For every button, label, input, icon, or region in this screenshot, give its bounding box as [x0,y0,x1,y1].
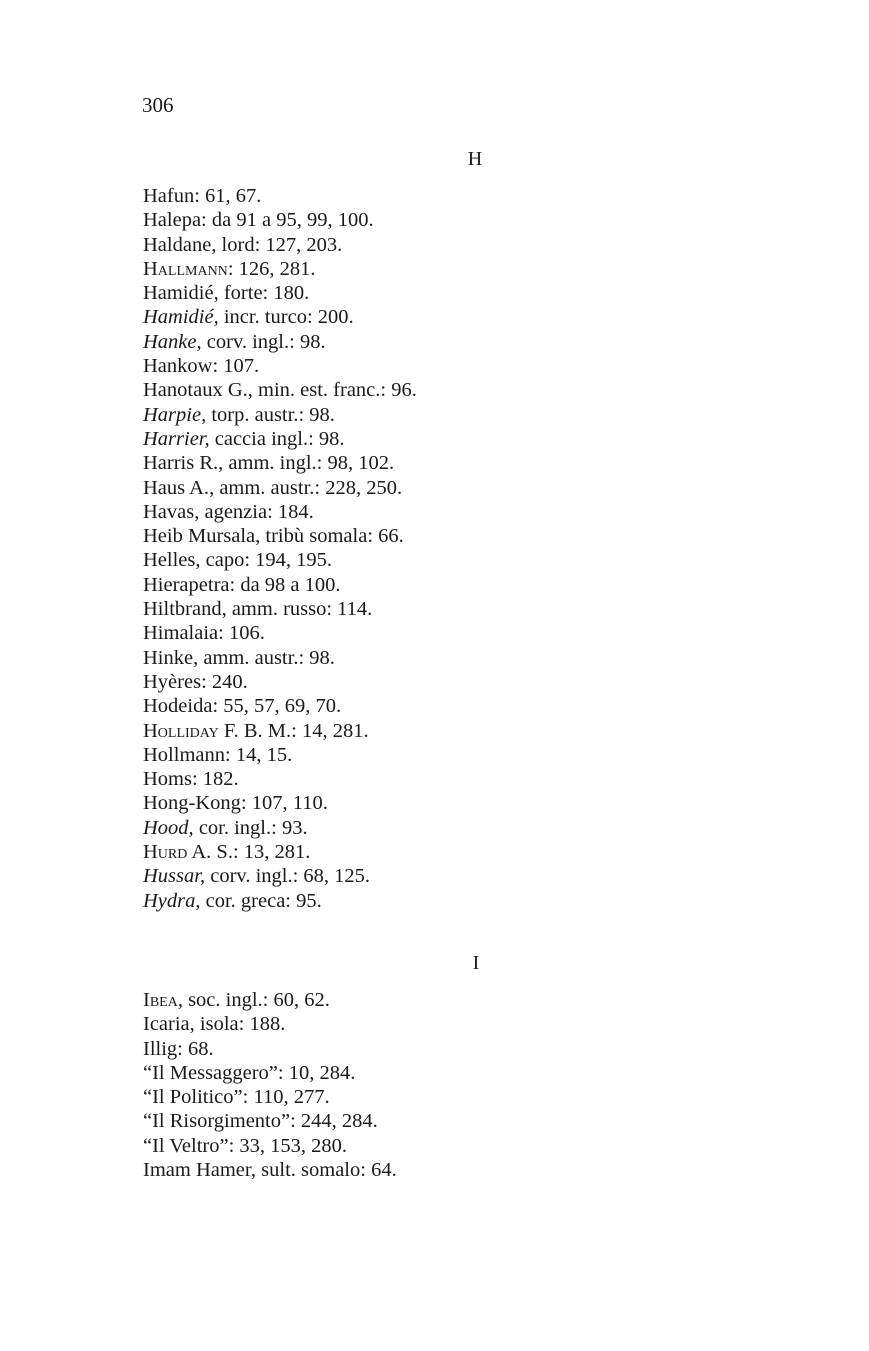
section-heading-i: I [472,952,480,974]
index-entry-head: Halepa [143,209,202,232]
index-entry [143,840,417,864]
index-entry-locators: A. S.: 13, 281. [187,841,311,864]
index-entry-locators: caccia ingl.: 98. [209,427,345,450]
index-entry-head: Hodeida [143,695,213,718]
index-entry-head: Heib Mursala [143,525,256,548]
index-entry-head: Harrier, [143,427,210,450]
index-entry-head: Hyères [143,670,202,693]
index-entry [143,621,417,645]
index-entry-locators: : 107. [212,355,260,378]
index-entry [143,403,417,427]
index-entry-locators: : 10, 284. [277,1061,356,1084]
index-entry [143,451,417,475]
index-entry-head: Hong-Kong [143,792,241,815]
index-entry [143,767,417,791]
index-entry-locators: : 126, 281. [227,257,316,280]
index-entry-locators: , amm. russo: 114. [221,598,373,621]
index-entry-head: Illig [143,1037,178,1060]
index-entry [143,427,417,451]
index-entry [143,500,417,524]
index-entry-head: Hollmann [143,743,225,766]
index-entry-locators: : 68. [177,1037,214,1060]
index-entry-head: Hood, [143,816,194,839]
index-entry-locators: corv. ingl.: 68, 125. [205,865,371,888]
index-entry-locators: : 240. [201,670,248,693]
index-entry [143,548,417,572]
index-entry-head: Himalaia [143,622,219,645]
index-entry [143,184,417,208]
index-entry [143,524,417,548]
index-entry [143,1085,397,1109]
index-entry-head: Holliday [143,719,219,742]
index-entry-locators: incr. turco: 200. [218,306,354,329]
index-entry-locators: : 107, 110. [240,792,328,815]
index-entry-head: Hamidié [143,282,214,305]
index-entry-head: Hallmann [143,257,228,280]
index-entry-head: Harpie, [143,403,207,426]
index-entry-locators: , amm. austr.: 98. [193,646,335,669]
index-entry-locators: , amm. ingl.: 98, 102. [218,452,395,475]
index-entry-locators: : 55, 57, 69, 70. [212,695,342,718]
index-entry-locators: , amm. austr.: 228, 250. [209,476,403,499]
index-entries-i [143,988,397,1182]
index-entry-head: Hinke [143,646,194,669]
index-entry-head: Haus A. [143,476,210,499]
index-entry [143,791,417,815]
index-entry-locators: , agenzia: 184. [194,500,314,523]
index-entry [143,330,417,354]
index-entry-head: Hiltbrand [143,598,222,621]
index-entry-head: Havas [143,500,195,523]
index-entry-locators: : 61, 67. [194,185,262,207]
index-entry-locators: , min. est. franc.: 96. [247,379,417,402]
index-entry-locators: : 244, 284. [290,1110,378,1133]
index-entry-head: Homs [143,768,192,791]
index-entry-head: “Il Veltro” [143,1134,229,1157]
index-entry-locators: , sult. somalo: 64. [250,1159,397,1182]
index-entry-locators: , isola: 188. [189,1013,286,1036]
index-entry-locators: F. B. M.: 14, 281. [218,719,369,742]
index-entry [143,378,417,402]
index-entry-locators: torp. austr.: 98. [206,403,335,426]
index-entry [143,889,417,913]
index-entry [143,281,417,305]
index-entry-locators: cor. greca: 95. [200,889,322,912]
index-entry [143,257,417,281]
index-entry [143,573,417,597]
index-entry [143,988,397,1012]
index-entry-head: Hydra, [143,889,201,912]
index-entry-head: Hussar, [143,865,206,888]
index-entry [143,646,417,670]
index-entry-locators: corv. ingl.: 98. [201,330,326,353]
index-entry-head: Hafun [143,185,195,207]
index-entry [143,743,417,767]
index-entry-locators: : 14, 15. [225,743,293,766]
index-entry-head: “Il Risorgimento” [143,1110,291,1133]
index-entry-locators: , capo: 194, 195. [195,549,333,572]
index-entry [143,694,417,718]
index-entry-head: “Il Messaggero” [143,1061,278,1084]
index-entry-locators: : 33, 153, 280. [228,1134,348,1157]
index-entry-locators: , forte: 180. [213,282,310,305]
index-entry [143,816,417,840]
index-entry [143,719,417,743]
index-entry-locators: : da 91 a 95, 99, 100. [201,209,374,232]
index-entry-head: “Il Politico” [143,1086,243,1109]
index-entry-locators: , soc. ingl.: 60, 62. [177,989,330,1011]
index-entry [143,670,417,694]
index-entry [143,233,417,257]
index-entry-head: Hanke, [143,330,202,353]
index-entry [143,354,417,378]
index-entry-locators: : 106. [218,622,265,645]
index-entry-locators: , tribù somala: 66. [255,525,404,548]
index-entry [143,1134,397,1158]
index-entry [143,1037,397,1061]
index-entry-head: Hamidié, [143,306,219,329]
index-entry [143,597,417,621]
index-entry-locators: : 110, 277. [242,1086,330,1109]
index-entry [143,305,417,329]
index-entry-head: Hankow [143,355,213,378]
index-entry-locators: , lord: 127, 203. [211,233,343,256]
index-entry-locators: : 182. [191,768,239,791]
index-entry-head: Helles [143,549,196,572]
index-entry-head: Ibea [143,989,178,1011]
index-entry-locators: cor. ingl.: 93. [193,816,308,839]
index-entry [143,1158,397,1182]
index-entry [143,1061,397,1085]
index-entry-locators: : da 98 a 100. [229,573,341,596]
index-entry [143,208,417,232]
index-entries-h [143,184,417,913]
index-entry-head: Hierapetra [143,573,230,596]
page-number: 306 [142,93,174,117]
index-entry [143,1012,397,1036]
index-entry-head: Haldane [143,233,212,256]
index-entry-head: Hurd [143,841,188,864]
index-entry-head: Icaria [143,1013,190,1036]
section-heading-h: H [467,148,483,170]
index-entry [143,1109,397,1133]
index-entry-head: Imam Hamer [143,1159,251,1182]
index-entry [143,476,417,500]
index-entry-head: Harris R. [143,452,219,475]
index-entry-head: Hanotaux G. [143,379,248,402]
index-entry [143,864,417,888]
